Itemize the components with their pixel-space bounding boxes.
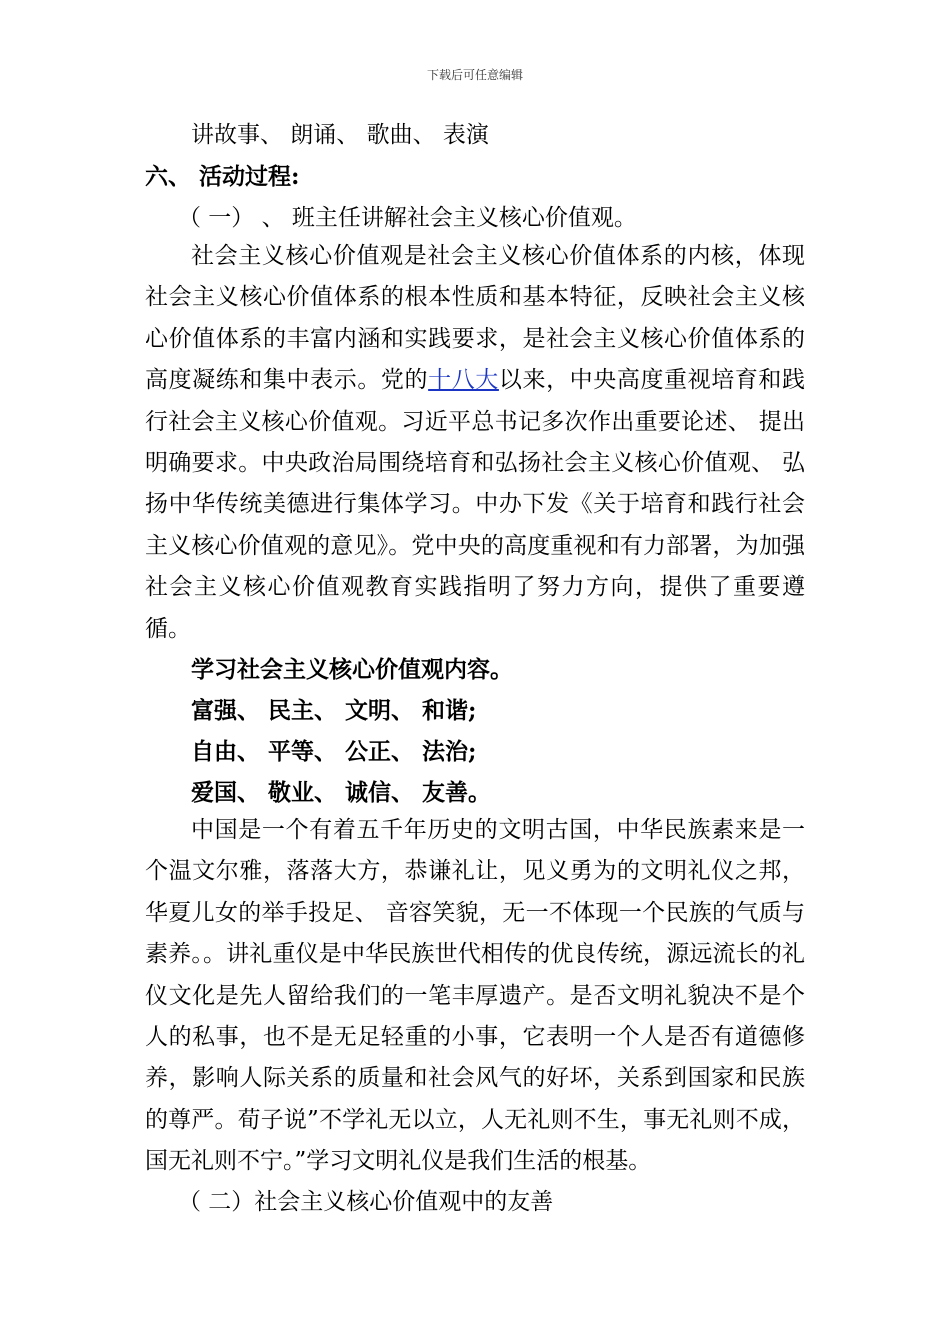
activities-line: 讲故事、 朗诵、 歌曲、 表演 bbox=[191, 122, 489, 148]
subsection-one-heading: （ 一） 、 班主任讲解社会主义核心价值观。 bbox=[178, 205, 637, 231]
para2-text: 中国是一个有着五千年历史的文明古国，中华民族素来是一个温文尔雅，落落大方，恭谦礼让，见义勇为的文明礼仪之邦，华夏儿女的举手投足、 音容笑貌，无一不体现一个民族的气质与素养。。讲礼重仪是中华民族世代相传的优良传统，源远流长的礼仪文化是先人留给我们的一笔丰厚遗产。是否文明礼貌决不是个人的私事，也不是无足轻重的小事，它表明一个人是否有道德修养，影响人际关系的质量和社会风气的好坏，关系到国家和民族的尊严。荀子说”不学礼无以立，人无礼则不生，事无礼则不成，国无礼则不宁。”学习文明礼仪是我们生活的根基。 bbox=[145, 817, 805, 1175]
values-line-3: 爱国、 敬业、 诚信、 友善。 bbox=[191, 779, 492, 806]
values-line-2: 自由、 平等、 公正、 法治; bbox=[191, 738, 477, 765]
values-heading: 学习社会主义核心价值观内容。 bbox=[191, 656, 513, 683]
link-shibada[interactable]: 十八大 bbox=[428, 367, 499, 394]
subsection-two-heading: （ 二）社会主义核心价值观中的友善 bbox=[178, 1189, 554, 1215]
para1-text-after: 以来，中央高度重视培育和践行社会主义核心价值观。习近平总书记多次作出重要论述、 提出明确要求。中央政治局围绕培育和弘扬社会主义核心价值观、 弘扬中华传统美德进行集体学习。中办下发《关于培育和践行社会主义核心价值观的意见》。党中央的高度重视和有力部署，为加强社会主义核心价值观教育实践指明了努力方向，提供了重要遵循。 bbox=[145, 367, 806, 642]
paragraph-etiquette bbox=[145, 810, 805, 1183]
page-header: 下载后可任意编辑 bbox=[426, 68, 523, 82]
section-six-heading: 六、 活动过程: bbox=[145, 163, 300, 190]
para1-text-before: 社会主义核心价值观是社会主义核心价值体系的内核，体现社会主义核心价值体系的根本性质和基本特征，反映社会主义核心价值体系的丰富内涵和实践要求，是社会主义核心价值体系的高度凝练和集中表示。党的 bbox=[145, 243, 805, 394]
paragraph-core-values-intro bbox=[145, 236, 805, 650]
values-line-1: 富强、 民主、 文明、 和谐; bbox=[191, 697, 477, 724]
